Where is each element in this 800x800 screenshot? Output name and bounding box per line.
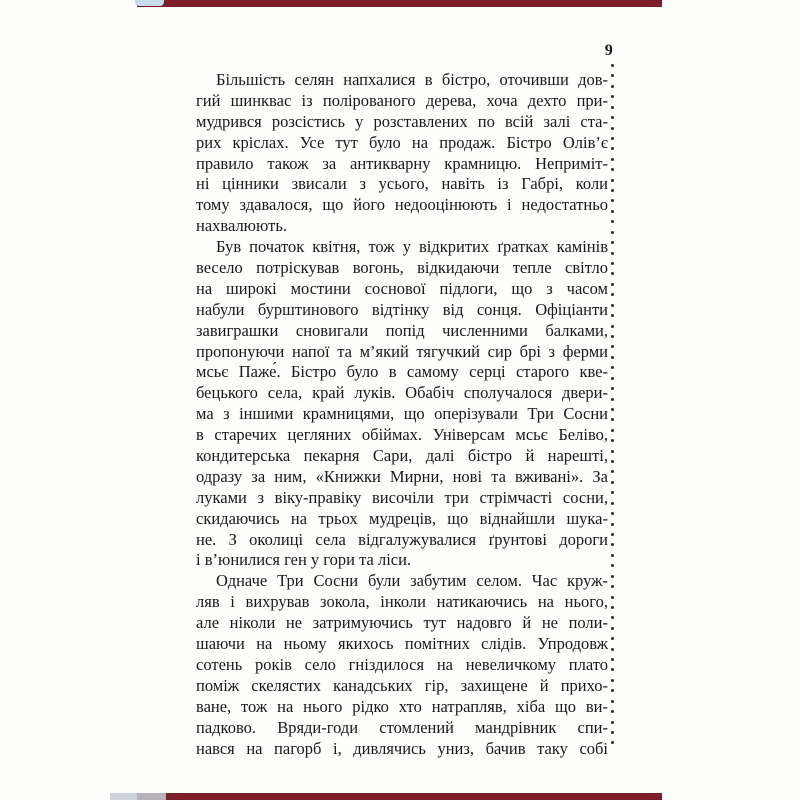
edge-dot-icon (611, 106, 614, 109)
scan-artifact-top-left (135, 0, 164, 6)
edge-dot-icon (611, 199, 614, 202)
bottom-cover-edge-bar (137, 793, 662, 800)
edge-dot-icon (611, 377, 614, 380)
edge-dot-icon (611, 512, 614, 515)
text-line: в старечих цегляних обіймах. Універсам мсьє Беліво, (196, 425, 608, 445)
edge-dot-icon (611, 283, 614, 286)
text-line: але ніколи не затримуючись тут надовго й не поли- (196, 613, 608, 633)
edge-dot-icon (611, 668, 614, 671)
edge-dot-icon (611, 74, 614, 77)
edge-dot-icon (611, 252, 614, 255)
edge-dot-icon (611, 596, 614, 599)
text-line: нахвалюють. (196, 216, 287, 236)
edge-dot-icon (611, 700, 614, 703)
text-line: одразу за ним, «Книжки Мирни, нові та вживані». За (196, 466, 608, 486)
edge-dot-icon (611, 731, 614, 734)
text-line: Був початок квітня, тож у відкритих ґратках камінів (216, 237, 608, 257)
text-line: ні цінники звисали з усього, навіть із Габрі, коли (196, 174, 608, 194)
edge-dot-icon (611, 335, 614, 338)
edge-dot-icon (611, 606, 614, 609)
edge-dot-icon (611, 158, 614, 161)
edge-dot-icon (611, 627, 614, 630)
text-line: ляв і вихрував зокола, інколи натикаючись на нього, (196, 592, 608, 612)
text-line: скидаючись на трьох мудреців, що віднайшли шука- (196, 508, 608, 528)
text-line: кондитерська пекарня Сари, далі бістро й нарешті, (196, 446, 608, 466)
edge-dot-icon (611, 168, 614, 171)
edge-dot-icon (611, 429, 614, 432)
edge-dot-icon (611, 304, 614, 307)
text-line: пропонуючи напої та м’який тягучкий сир брі з ферми (196, 341, 608, 361)
edge-dot-icon (611, 679, 614, 682)
edge-dot-icon (611, 210, 614, 213)
edge-dot-icon (611, 147, 614, 150)
edge-dot-icon (611, 470, 614, 473)
text-line: Одначе Три Сосни були забутим селом. Час круж- (216, 571, 608, 591)
edge-dot-icon (611, 439, 614, 442)
edge-dot-icon (611, 137, 614, 140)
text-line: гий шинквас із полірованого дерева, хоча дехто при- (196, 90, 608, 110)
edge-dot-icon (611, 231, 614, 234)
text-paragraph (196, 70, 608, 237)
edge-dot-icon (611, 366, 614, 369)
edge-dot-icon (611, 127, 614, 130)
edge-dot-icon (611, 502, 614, 505)
text-line: мудрився розсістись у розставлених по всій залі ста- (196, 111, 608, 131)
page-number: 9 (604, 42, 614, 59)
edge-dot-icon (611, 241, 614, 244)
edge-dot-icon (611, 262, 614, 265)
text-line: не. З околиці села відгалужувалися ґрунтові дороги (196, 529, 608, 549)
edge-dot-icon (611, 533, 614, 536)
text-line: нався на пагорб і, дивлячись униз, бачив таку собі (196, 738, 608, 758)
body-text (196, 70, 608, 759)
edge-dot-icon (611, 95, 614, 98)
edge-dot-icon (611, 658, 614, 661)
edge-dot-icon (611, 575, 614, 578)
edge-dot-icon (611, 481, 614, 484)
edge-dot-icon (611, 272, 614, 275)
text-line: бецького села, край луків. Обабіч сполучалося двери- (196, 383, 608, 403)
edge-dot-icon (611, 710, 614, 713)
edge-dot-icon (611, 116, 614, 119)
text-line: мсьє Паже́. Бістро було в самому серці старого кве- (196, 362, 608, 382)
text-line: на широкі мостини соснової підлоги, що з часом (196, 278, 608, 298)
edge-dot-icon (611, 387, 614, 390)
dotted-page-edge (610, 64, 615, 745)
text-line: ма з іншими крамницями, що оперізували Три Сосни (196, 404, 608, 424)
text-line: тому здавалося, що його недооцінюють і недостатньо (196, 195, 608, 215)
edge-dot-icon (611, 179, 614, 182)
edge-dot-icon (611, 418, 614, 421)
edge-dot-icon (611, 345, 614, 348)
edge-dot-icon (611, 450, 614, 453)
edge-dot-icon (611, 356, 614, 359)
text-line: і в’юнилися ген у гори та ліси. (196, 550, 412, 570)
edge-dot-icon (611, 637, 614, 640)
text-line: завиграшки сновигали попід численними балками, (196, 320, 608, 340)
text-line: рих кріслах. Усе тут було на продаж. Бістро Олів’є (196, 132, 608, 152)
text-line: правило також за антикварну крамницю. Непримiт- (196, 153, 608, 173)
edge-dot-icon (611, 585, 614, 588)
edge-dot-icon (611, 460, 614, 463)
edge-dot-icon (611, 721, 614, 724)
edge-dot-icon (611, 523, 614, 526)
top-cover-edge-bar (137, 0, 662, 7)
text-line: луками з віку-правіку височіли три стрімчасті сосни, (196, 487, 608, 507)
text-line: шаючи на ньому якихось помітних слідів. Упродовж (196, 634, 608, 654)
edge-dot-icon (611, 543, 614, 546)
edge-dot-icon (611, 564, 614, 567)
edge-dot-icon (611, 85, 614, 88)
scan-artifact-bottom-left (110, 793, 166, 800)
edge-dot-icon (611, 398, 614, 401)
edge-dot-icon (611, 325, 614, 328)
text-line: поміж скелястих канадських гір, захищене й прихо- (196, 675, 608, 695)
edge-dot-icon (611, 741, 614, 744)
edge-dot-icon (611, 220, 614, 223)
edge-dot-icon (611, 189, 614, 192)
text-line: сотень років село гніздилося на невеличкому плато (196, 654, 608, 674)
text-line: набули бурштинового відтінку від сонця. Офіціанти (196, 299, 608, 319)
edge-dot-icon (611, 293, 614, 296)
edge-dot-icon (611, 554, 614, 557)
edge-dot-icon (611, 314, 614, 317)
text-paragraph (196, 237, 608, 571)
text-line: Більшість селян напхалися в бістро, оточивши дов- (216, 70, 608, 89)
edge-dot-icon (611, 408, 614, 411)
edge-dot-icon (611, 648, 614, 651)
text-line: падково. Вряди-годи стомлений мандрівник спи- (196, 717, 608, 737)
edge-dot-icon (611, 616, 614, 619)
text-line: ване, тож на нього рідко хто натрапляв, хіба що ви- (196, 696, 608, 716)
text-paragraph (196, 571, 608, 759)
text-line: весело потріскував вогонь, відкидаючи тепле світло (196, 258, 608, 278)
edge-dot-icon (611, 689, 614, 692)
edge-dot-icon (611, 491, 614, 494)
edge-dot-icon (611, 64, 614, 67)
